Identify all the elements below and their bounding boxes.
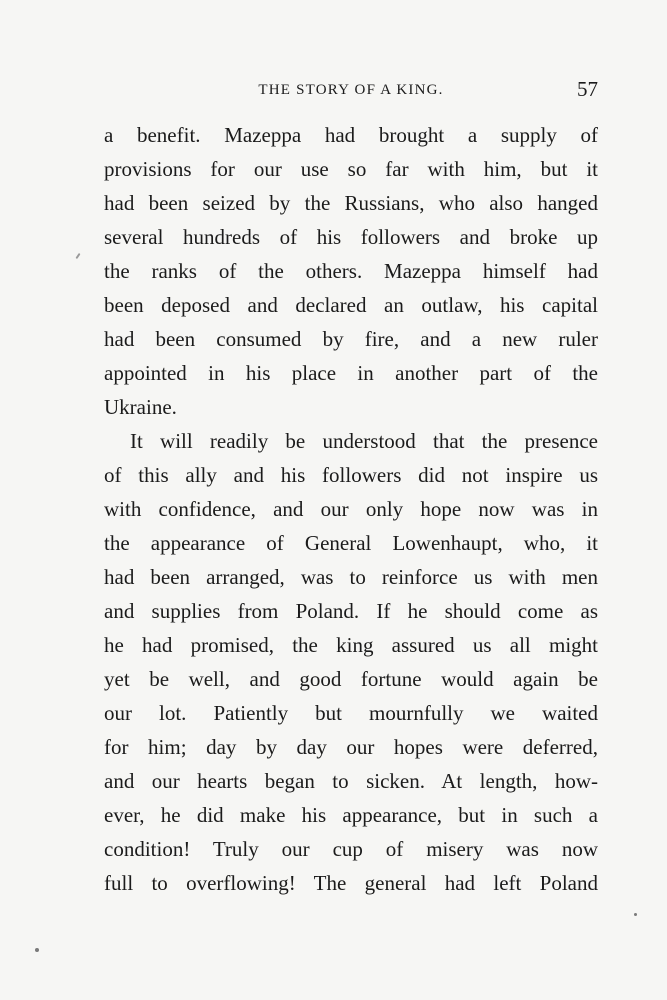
text-line: had been consumed by fire, and a new ruler <box>104 327 598 351</box>
text-line: yet be well, and good fortune would again be <box>104 667 598 691</box>
body-text <box>104 118 598 900</box>
text-line: had been arranged, was to reinforce us with men <box>104 565 598 589</box>
text-line: and our hearts began to sicken. At length, how- <box>104 769 598 793</box>
text-line: appointed in his place in another part of the <box>104 361 598 385</box>
text-line: several hundreds of his followers and broke up <box>104 225 598 249</box>
text-line: for him; day by day our hopes were deferred, <box>104 735 598 759</box>
scan-speck <box>75 253 80 259</box>
text-line: and supplies from Poland. If he should come as <box>104 599 598 623</box>
text-line: of this ally and his followers did not inspire us <box>104 463 598 487</box>
text-line: provisions for our use so far with him, but it <box>104 157 598 181</box>
text-line: our lot. Patiently but mournfully we waited <box>104 701 598 725</box>
text-line: had been seized by the Russians, who also hanged <box>104 191 598 215</box>
text-line: a benefit. Mazeppa had brought a supply of <box>104 123 598 147</box>
text-line: been deposed and declared an outlaw, his capital <box>104 293 598 317</box>
text-line: the ranks of the others. Mazeppa himself had <box>104 259 598 283</box>
text-line: ever, he did make his appearance, but in such a <box>104 803 598 827</box>
text-line: Ukraine. <box>104 395 177 419</box>
text-line: condition! Truly our cup of misery was now <box>104 837 598 861</box>
text-line: It will readily be understood that the presence <box>130 429 598 453</box>
text-line: he had promised, the king assured us all might <box>104 633 598 657</box>
scan-speck <box>35 948 39 952</box>
running-title: THE STORY OF A KING. <box>258 82 444 98</box>
running-head <box>104 76 598 106</box>
scan-speck <box>634 913 637 916</box>
text-line: full to overflowing! The general had left Poland <box>104 871 598 895</box>
text-line: the appearance of General Lowenhaupt, who, it <box>104 531 598 555</box>
page-number: 57 <box>577 77 598 101</box>
text-line: with confidence, and our only hope now was in <box>104 497 598 521</box>
